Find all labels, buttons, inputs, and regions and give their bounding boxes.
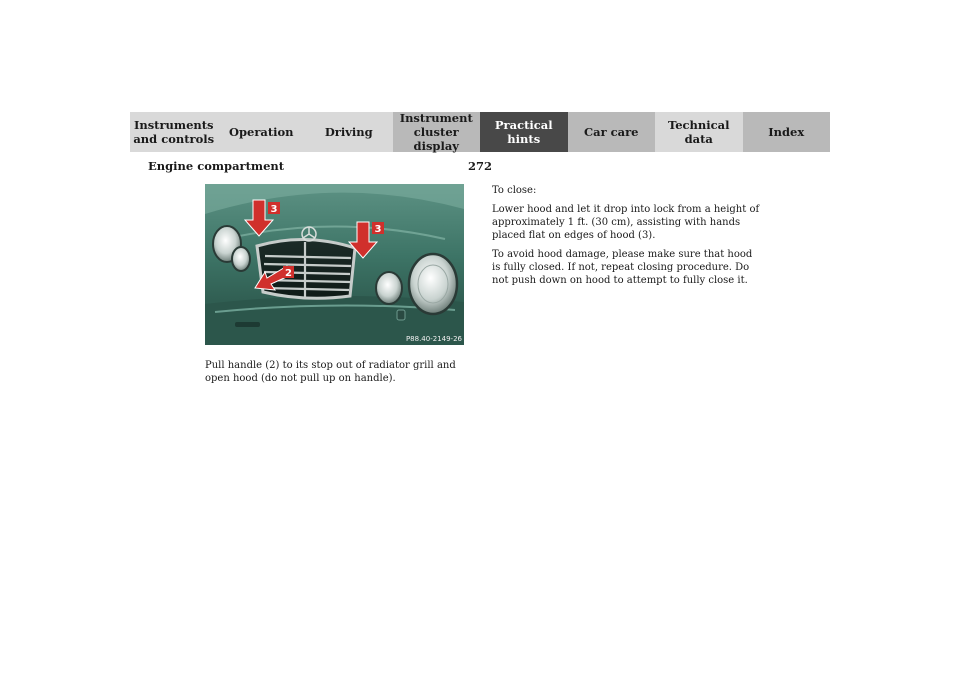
- closing-instructions: [492, 184, 762, 293]
- figure-caption: Pull handle (2) to its stop out of radiator grill and open hood (do not pull up on handle).: [205, 360, 456, 384]
- image-code: P88.40-2149-26: [405, 335, 462, 343]
- section-title: Engine compartment: [148, 159, 285, 173]
- paragraph-to-close: To close:: [492, 185, 537, 196]
- callout-label: 3: [270, 204, 278, 215]
- tab-index[interactable]: Index: [743, 112, 831, 152]
- chapter-tabs: [130, 112, 830, 152]
- paragraph-avoid-damage: To avoid hood damage, please make sure that hood is fully closed. If not, repeat closing procedure. Do not push down on hood to attempt to fully close it.: [492, 249, 753, 286]
- tab-instruments-and-controls[interactable]: Instruments and controls: [130, 112, 218, 152]
- hood-release-photo: [205, 184, 464, 345]
- tab-technical-data[interactable]: Technical data: [655, 112, 743, 152]
- tab-operation[interactable]: Operation: [218, 112, 306, 152]
- callout-label: 2: [285, 268, 292, 279]
- tab-instrument-cluster-display[interactable]: Instrument cluster display: [393, 112, 481, 152]
- paragraph-lower-hood: Lower hood and let it drop into lock from a height of approximately 1 ft. (30 cm), assisting with hands placed flat on edges of hood (3).: [492, 204, 760, 241]
- tab-car-care[interactable]: Car care: [568, 112, 656, 152]
- callout-label: 3: [374, 224, 382, 235]
- page-number: 272: [468, 159, 493, 173]
- tab-practical-hints[interactable]: Practical hints: [480, 112, 568, 152]
- tab-driving[interactable]: Driving: [305, 112, 393, 152]
- car-front-illustration: [205, 184, 464, 345]
